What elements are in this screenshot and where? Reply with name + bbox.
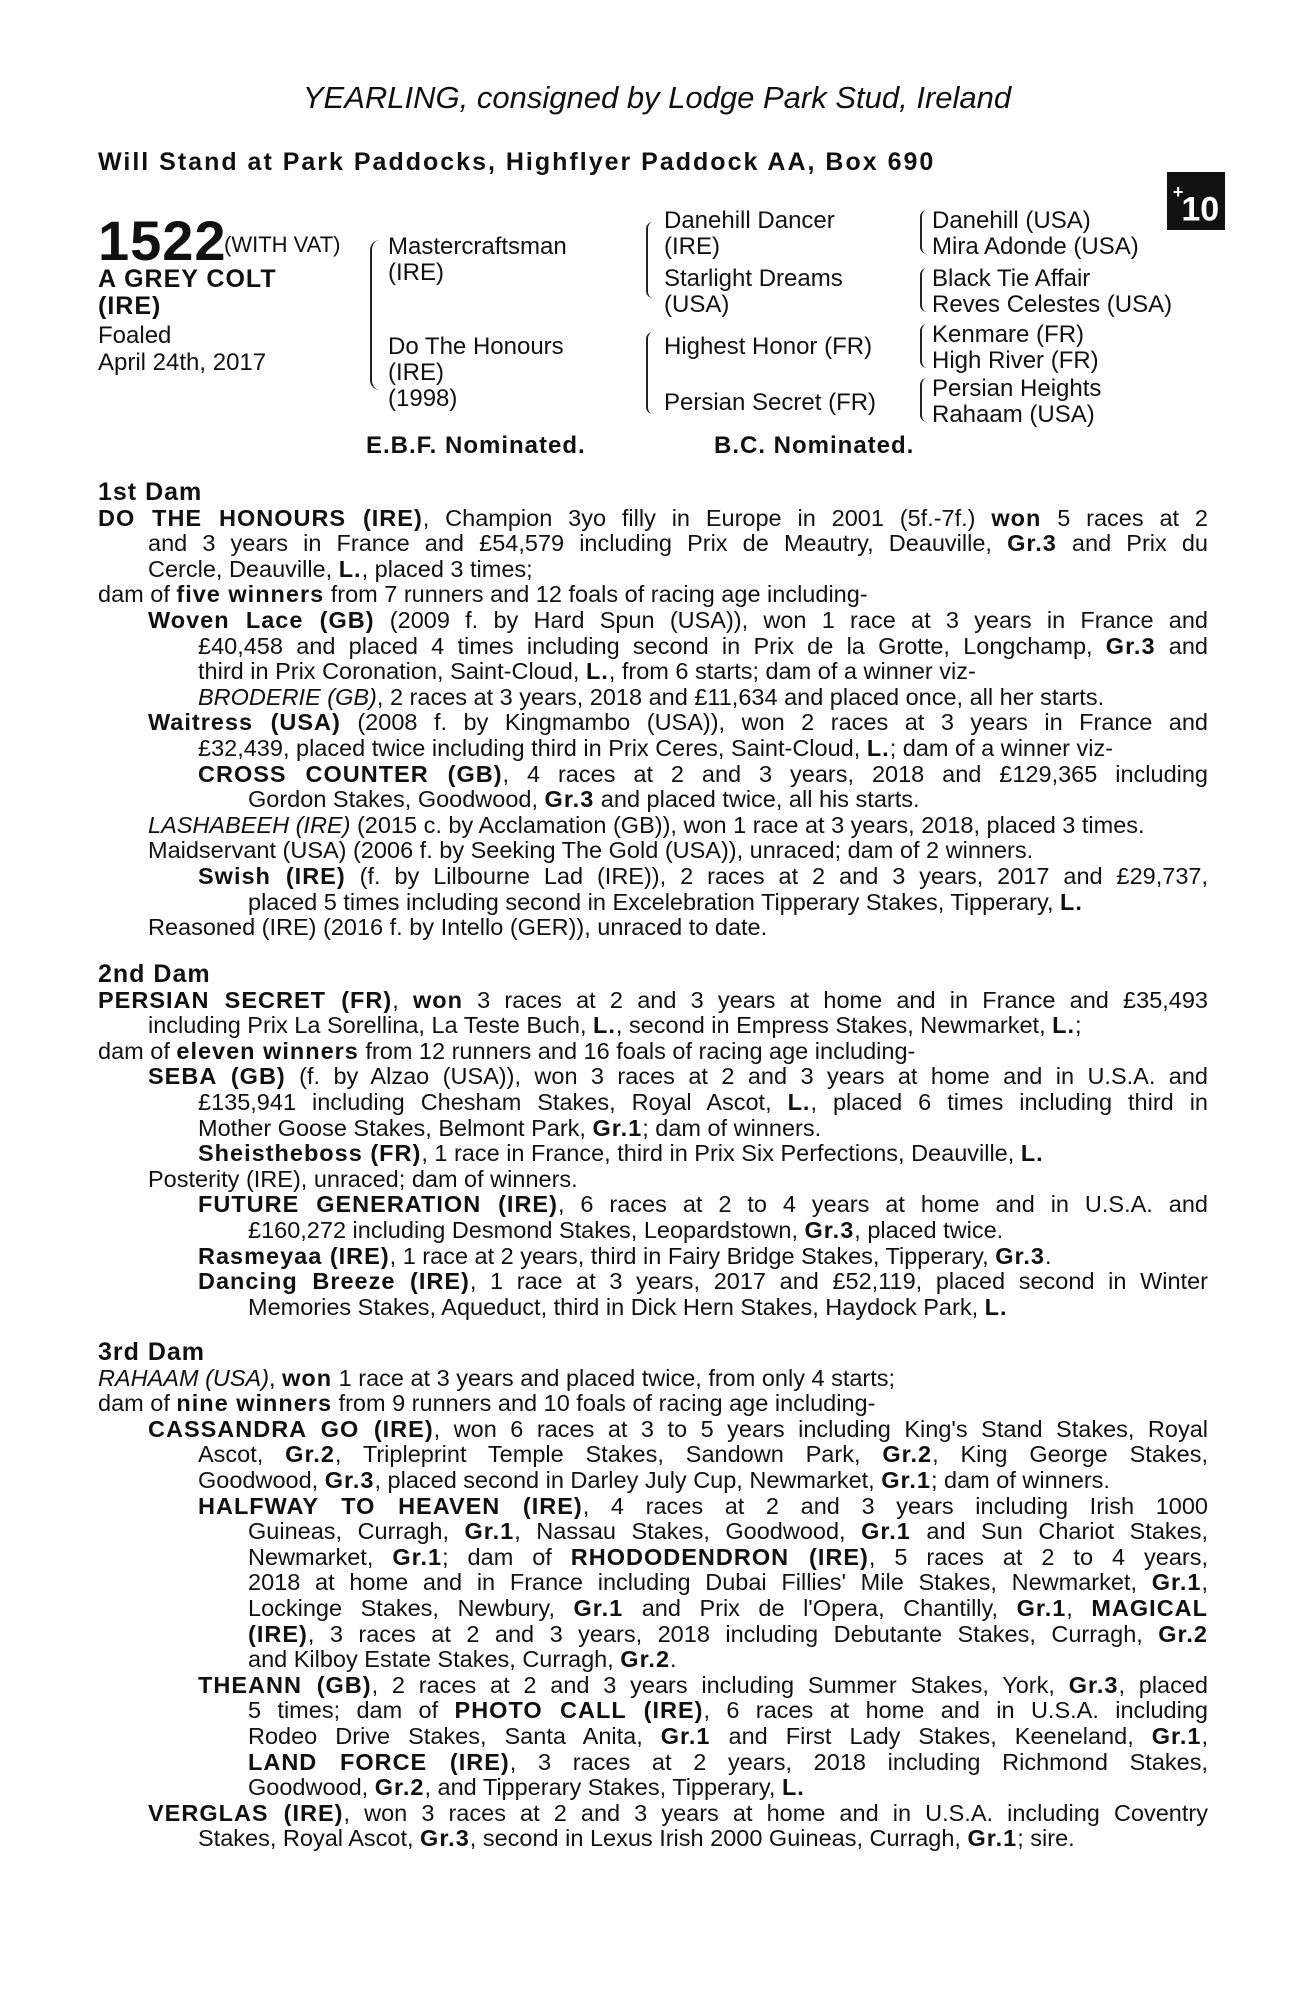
grade: L. xyxy=(781,1774,805,1801)
badge-number: 10 xyxy=(1181,190,1220,229)
horse-name: Waitress (USA) xyxy=(148,709,341,736)
grade: L. xyxy=(585,658,609,685)
text-line xyxy=(98,1013,1208,1039)
text-line: Posterity (IRE), unraced; dam of winners. xyxy=(148,1165,578,1192)
pedigree-g3: Black Tie Affair xyxy=(932,265,1091,292)
third-dam-section xyxy=(98,1340,1208,1852)
text-span: , xyxy=(269,1364,283,1391)
text-bold: nine winners xyxy=(176,1390,333,1417)
text-span: Mother Goose Stakes, Belmont Park, xyxy=(198,1114,593,1141)
grade: Gr.2 xyxy=(374,1774,425,1801)
text-span: , Nassau Stakes, Goodwood, xyxy=(514,1518,862,1545)
vat-note: (WITH VAT) xyxy=(224,232,341,257)
text-span: £40,458 and placed 4 times including second in Prix de la Grotte, Longchamp, xyxy=(198,632,1106,659)
text-line xyxy=(98,1192,1208,1218)
text-line xyxy=(98,1570,1208,1596)
sire-sire-country: (IRE) xyxy=(664,233,720,260)
text-span: third in Prix Coronation, Saint-Cloud, xyxy=(198,658,586,685)
pedigree-g4: Reves Celestes (USA) xyxy=(932,291,1173,318)
text-span: and Prix de l'Opera, Chantilly, xyxy=(623,1594,1017,1621)
foaled-date: April 24th, 2017 xyxy=(98,349,267,376)
text-span: and Kilboy Estate Stakes, Curragh, xyxy=(248,1646,621,1673)
pedigree-g7: Persian Heights xyxy=(932,375,1102,402)
text-line xyxy=(98,608,1208,634)
pedigree-sire-dam xyxy=(664,266,843,318)
pedigree-brace-g3 xyxy=(920,324,928,368)
text-span: , and Tipperary Stakes, Tipperary, xyxy=(424,1774,782,1801)
text-line xyxy=(98,890,1208,916)
first-dam-heading: 1st Dam xyxy=(98,478,203,506)
text-line xyxy=(98,1244,1208,1270)
horse-name: MAGICAL xyxy=(1091,1594,1208,1621)
text-line xyxy=(98,864,1208,890)
horse-name: PERSIAN SECRET (FR) xyxy=(98,986,393,1013)
text-span: , 3 races at 2 years, 2018 including Richmond Stakes, xyxy=(509,1748,1208,1775)
text-line xyxy=(98,988,1208,1014)
sire-dam-country: (USA) xyxy=(664,291,730,318)
text-span: Lockinge Stakes, Newbury, xyxy=(248,1594,574,1621)
text-line xyxy=(98,1269,1208,1295)
grade: Gr.1 xyxy=(392,1543,443,1570)
text-span: , Tripleprint Temple Stakes, Sandown Park, xyxy=(334,1441,883,1468)
text-span: , 2 races at 3 years, 2018 and £11,634 and placed once, all her starts. xyxy=(376,683,1105,710)
horse-name: PHOTO CALL (IRE) xyxy=(454,1697,704,1724)
horse-name: Woven Lace (GB) xyxy=(148,606,375,633)
pedigree-sire-sire xyxy=(664,208,835,260)
grade: Gr.1 xyxy=(573,1594,624,1621)
text-span: , 1 race in France, third in Prix Six Perfections, Deauville, xyxy=(421,1140,1021,1167)
pedigree-brace-sire xyxy=(646,222,654,298)
pedigree-g5: Kenmare (FR) xyxy=(932,321,1085,348)
grade: L. xyxy=(338,555,362,582)
text-line: Reasoned (IRE) (2016 f. by Intello (GER)), unraced to date. xyxy=(148,914,768,941)
horse-name: Dancing Breeze (IRE) xyxy=(198,1268,470,1295)
text-span: £160,272 including Desmond Stakes, Leopardstown, xyxy=(248,1216,805,1243)
text-span: (f. by Alzao (USA)), won 3 races at 2 and 3 years at home and in U.S.A. and xyxy=(285,1063,1208,1090)
text-span: dam of xyxy=(98,1037,177,1064)
text-line xyxy=(98,1750,1208,1776)
text-span: £32,439, placed twice including third in Prix Ceres, Saint-Cloud, xyxy=(198,734,867,761)
dam-year: (1998) xyxy=(388,385,458,412)
grade: Gr.3 xyxy=(420,1825,470,1852)
text-span: , 4 races at 2 and 3 years, 2018 and £129,365 including xyxy=(502,760,1208,787)
grade: Gr.1 xyxy=(861,1518,911,1545)
text-span: , placed 6 times including third in xyxy=(810,1088,1208,1115)
horse-name: (IRE) xyxy=(248,1620,308,1647)
horse-name: Rasmeyaa (IRE) xyxy=(198,1242,390,1269)
grade: L. xyxy=(593,1012,616,1039)
text-span: Guineas, Curragh, xyxy=(248,1518,465,1545)
grade: Gr.3 xyxy=(324,1466,375,1493)
lot-number: 1522 xyxy=(98,209,227,272)
horse-name: RAHAAM (USA) xyxy=(98,1364,270,1391)
sire-name: Mastercraftsman xyxy=(388,233,567,260)
text-line xyxy=(98,1596,1208,1622)
grade: Gr.3 xyxy=(1007,530,1057,557)
grade: Gr.3 xyxy=(544,786,595,813)
horse-name: BRODERIE (GB) xyxy=(198,683,377,710)
text-span: dam of xyxy=(98,581,177,608)
text-line xyxy=(98,1545,1208,1571)
text-span: including Prix La Sorellina, La Teste Buch, xyxy=(148,1012,594,1039)
text-line xyxy=(98,1417,1208,1443)
text-span: , 6 races at 2 to 4 years at home and in U.S.A. and xyxy=(557,1191,1208,1218)
text-span: Ascot, xyxy=(198,1441,286,1468)
text-bold: won xyxy=(991,504,1042,531)
text-line xyxy=(98,1775,1208,1801)
text-span: 2018 at home and in France including Dubai Fillies' Mile Stakes, Newmarket, xyxy=(248,1569,1152,1596)
grade: Gr.2 xyxy=(285,1441,335,1468)
grade: L. xyxy=(1060,888,1083,915)
text-span: placed 5 times including second in Excelebration Tipperary Stakes, Tipperary, xyxy=(248,888,1061,915)
badge-plus: + xyxy=(1172,182,1184,202)
pedigree-brace-g2 xyxy=(920,268,928,312)
text-bold: eleven winners xyxy=(176,1037,359,1064)
text-span: , won 6 races at 3 to 5 years including King's Stand Stakes, Royal xyxy=(433,1415,1208,1442)
text-span: 5 races at 2 xyxy=(1041,504,1208,531)
text-span: 1 race at 3 years and placed twice, from only 4 starts; xyxy=(332,1364,896,1391)
grade: L. xyxy=(1052,1012,1076,1039)
horse-name: Sheistheboss (FR) xyxy=(198,1140,422,1167)
text-span: , King George Stakes, xyxy=(932,1441,1208,1468)
pedigree-brace-main xyxy=(370,240,380,390)
text-span: , 3 races at 2 and 3 years, 2018 including Debutante Stakes, Curragh, xyxy=(307,1620,1159,1647)
foaled-info xyxy=(98,322,266,376)
text-span: ; dam of xyxy=(442,1543,571,1570)
horse-name: HALFWAY TO HEAVEN (IRE) xyxy=(198,1492,583,1519)
horse-name: Swish (IRE) xyxy=(198,862,346,889)
pedigree-g2: Mira Adonde (USA) xyxy=(932,233,1139,260)
stand-location: Will Stand at Park Paddocks, Highflyer Paddock AA, Box 690 xyxy=(98,148,936,176)
grade: Gr.1 xyxy=(1016,1594,1067,1621)
text-span: , xyxy=(1201,1722,1209,1749)
grade: Gr.1 xyxy=(967,1825,1018,1852)
pedigree-brace-g4 xyxy=(920,378,928,422)
pedigree-dam-dam: Persian Secret (FR) xyxy=(664,389,877,416)
text-span: Newmarket, xyxy=(248,1543,393,1570)
text-line xyxy=(98,1090,1208,1116)
text-span: ; xyxy=(1075,1012,1082,1039)
horse-name: CROSS COUNTER (GB) xyxy=(198,760,503,787)
text-line xyxy=(98,1826,1208,1852)
horse-name: SEBA (GB) xyxy=(148,1063,286,1090)
sire-dam-name: Starlight Dreams xyxy=(664,265,843,292)
text-line xyxy=(98,1801,1208,1827)
grade: Gr.2 xyxy=(882,1441,933,1468)
grade: Gr.3 xyxy=(1068,1671,1119,1698)
text-span: and Sun Chariot Stakes, xyxy=(910,1518,1209,1545)
grade: Gr.3 xyxy=(804,1216,855,1243)
horse-name: DO THE HONOURS (IRE) xyxy=(98,504,423,531)
text-line xyxy=(98,1468,1208,1494)
horse-name: RHODODENDRON (IRE) xyxy=(570,1543,869,1570)
pedigree-dam-sire: Highest Honor (FR) xyxy=(664,333,873,360)
text-line xyxy=(98,685,1208,711)
text-line xyxy=(98,1494,1208,1520)
text-line xyxy=(98,1698,1208,1724)
text-span: , from 6 starts; dam of a winner viz- xyxy=(608,658,976,685)
grade: L. xyxy=(787,1088,811,1115)
text-span: Rodeo Drive Stakes, Santa Anita, xyxy=(248,1722,661,1749)
text-span: Stakes, Royal Ascot, xyxy=(198,1825,421,1852)
text-span: Gordon Stakes, Goodwood, xyxy=(248,786,545,813)
text-span: ; dam of winners. xyxy=(642,1114,822,1141)
text-span: ; dam of winners. xyxy=(930,1466,1110,1493)
text-line xyxy=(98,659,1208,685)
text-span: , 4 races at 2 and 3 years including Irish 1000 xyxy=(582,1492,1208,1519)
text-line xyxy=(98,1116,1208,1142)
text-span: Goodwood, xyxy=(248,1774,375,1801)
text-span: , placed xyxy=(1118,1671,1209,1698)
sire-sire-name: Danehill Dancer xyxy=(664,207,835,234)
pedigree-g8: Rahaam (USA) xyxy=(932,401,1095,428)
text-line xyxy=(98,1442,1208,1468)
text-span: , placed twice. xyxy=(854,1216,1004,1243)
pedigree-dam xyxy=(388,334,564,412)
text-line xyxy=(98,1673,1208,1699)
text-span: , 1 race at 3 years, 2017 and £52,119, placed second in Winter xyxy=(469,1268,1208,1295)
text-span: , 6 races at home and in U.S.A. including xyxy=(703,1697,1208,1724)
horse-name: LAND FORCE (IRE) xyxy=(248,1748,510,1775)
text-line xyxy=(98,813,1208,839)
text-span: Cercle, Deauville, xyxy=(148,555,339,582)
pedigree-g6: High River (FR) xyxy=(932,347,1099,374)
text-span: , placed second in Darley July Cup, Newmarket, xyxy=(374,1466,882,1493)
dam-name: Do The Honours xyxy=(388,333,564,360)
text-bold: won xyxy=(282,1364,333,1391)
text-span: dam of xyxy=(98,1390,177,1417)
horse-name: CASSANDRA GO (IRE) xyxy=(148,1415,434,1442)
text-span: . xyxy=(670,1646,677,1673)
text-span: and placed twice, all his starts. xyxy=(594,786,920,813)
text-line xyxy=(98,1218,1208,1244)
grade: Gr.1 xyxy=(660,1722,711,1749)
grade: Gr.1 xyxy=(881,1466,931,1493)
lot-description xyxy=(98,266,308,320)
pedigree-g1: Danehill (USA) xyxy=(932,207,1091,234)
horse-name: VERGLAS (IRE) xyxy=(148,1799,344,1826)
ebf-nominated: E.B.F. Nominated. xyxy=(366,432,586,459)
grade: Gr.1 xyxy=(464,1518,515,1545)
text-line xyxy=(98,1391,1208,1417)
text-line xyxy=(98,1622,1208,1648)
text-span: . xyxy=(1044,1242,1052,1269)
text-line xyxy=(98,736,1208,762)
text-span: , 1 race at 2 years, third in Fairy Bridge Stakes, Tipperary, xyxy=(389,1242,996,1269)
pedigree-brace-dam xyxy=(646,332,654,414)
text-span: Memories Stakes, Aqueduct, third in Dick Hern Stakes, Haydock Park, xyxy=(248,1293,985,1320)
grade: L. xyxy=(984,1293,1008,1320)
text-span: , second in Empress Stakes, Newmarket, xyxy=(615,1012,1053,1039)
bc-nominated: B.C. Nominated. xyxy=(714,432,915,459)
text-span: Goodwood, xyxy=(198,1466,325,1493)
grade: Gr.2 xyxy=(1158,1620,1208,1647)
text-span: (2008 f. by Kingmambo (USA)), won 2 races at 3 years in France and xyxy=(340,709,1208,736)
text-line xyxy=(98,557,1208,583)
text-span: , second in Lexus Irish 2000 Guineas, Curragh, xyxy=(469,1825,968,1852)
text-span: (2009 f. by Hard Spun (USA)), won 1 race at 3 years in France and xyxy=(374,606,1208,633)
text-span: from 9 runners and 10 foals of racing age including- xyxy=(332,1390,876,1417)
text-line xyxy=(98,634,1208,660)
text-line xyxy=(98,1141,1208,1167)
text-span: £135,941 including Chesham Stakes, Royal Ascot, xyxy=(198,1088,788,1115)
text-span: (f. by Lilbourne Lad (IRE)), 2 races at 2 and 3 years, 2017 and £29,737, xyxy=(345,862,1209,889)
text-bold: five winners xyxy=(176,581,325,608)
sire-country: (IRE) xyxy=(388,259,444,286)
text-span: from 12 runners and 16 foals of racing age including- xyxy=(358,1037,916,1064)
grade: Gr.1 xyxy=(592,1114,643,1141)
text-line xyxy=(98,1724,1208,1750)
text-span: , won 3 races at 2 and 3 years at home and in U.S.A. including Coventry xyxy=(343,1799,1208,1826)
horse-name: FUTURE GENERATION (IRE) xyxy=(198,1191,558,1218)
text-line xyxy=(98,1519,1208,1545)
grade: Gr.1 xyxy=(1151,1722,1202,1749)
text-span: , Champion 3yo filly in Europe in 2001 (5f.-7f.) xyxy=(422,504,992,531)
text-bold: won xyxy=(412,986,463,1013)
text-line xyxy=(98,1366,1208,1392)
text-span: ; dam of a winner viz- xyxy=(889,734,1114,761)
text-span: and Prix du xyxy=(1056,530,1209,557)
grade: L. xyxy=(1020,1140,1044,1167)
second-dam-section xyxy=(98,962,1208,1320)
text-span: , xyxy=(392,986,413,1013)
text-line xyxy=(98,582,1208,608)
text-span: from 7 runners and 12 foals of racing age including- xyxy=(324,581,868,608)
text-line xyxy=(98,531,1208,557)
horse-name: LASHABEEH (IRE) xyxy=(148,811,351,838)
text-span: and First Lady Stakes, Keeneland, xyxy=(710,1722,1152,1749)
dam-country: (IRE) xyxy=(388,359,444,386)
text-line xyxy=(98,1295,1208,1321)
pedigree-brace-g1 xyxy=(920,210,928,254)
lot-desc-line1: A GREY COLT xyxy=(98,265,277,293)
text-line: Maidservant (USA) (2006 f. by Seeking The Gold (USA)), unraced; dam of 2 winners. xyxy=(148,837,1034,864)
text-span: , 2 races at 2 and 3 years including Summer Stakes, York, xyxy=(371,1671,1069,1698)
text-line xyxy=(98,506,1208,532)
first-dam-section xyxy=(98,480,1208,941)
text-line xyxy=(98,1064,1208,1090)
text-span: (2015 c. by Acclamation (GB)), won 1 race at 3 years, 2018, placed 3 times. xyxy=(350,811,1145,838)
foaled-label: Foaled xyxy=(98,322,172,349)
text-span: , 5 races at 2 to 4 years, xyxy=(868,1543,1208,1570)
text-span: , placed 3 times; xyxy=(361,555,533,582)
text-line xyxy=(98,1647,1208,1673)
page-title: YEARLING, consigned by Lodge Park Stud, Ireland xyxy=(302,80,1012,115)
text-span: and 3 years in France and £54,579 including Prix de Meautry, Deauville, xyxy=(148,530,1008,557)
grade: L. xyxy=(866,734,890,761)
text-span: and xyxy=(1155,632,1208,659)
horse-name: THEANN (GB) xyxy=(198,1671,372,1698)
text-line xyxy=(98,1039,1208,1065)
grade: Gr.1 xyxy=(1151,1569,1202,1596)
text-span: , xyxy=(1201,1569,1208,1596)
text-line xyxy=(98,762,1208,788)
text-span: , xyxy=(1066,1594,1092,1621)
pedigree-sire xyxy=(388,234,567,286)
text-line xyxy=(98,710,1208,736)
grade: Gr.2 xyxy=(620,1646,671,1673)
grade: Gr.3 xyxy=(995,1242,1045,1269)
third-dam-heading: 3rd Dam xyxy=(98,1338,206,1366)
text-span: 5 times; dam of xyxy=(248,1697,455,1724)
text-span: ; sire. xyxy=(1017,1825,1075,1852)
text-line xyxy=(98,787,1208,813)
text-span: 3 races at 2 and 3 years at home and in France and £35,493 xyxy=(462,986,1209,1013)
grade: Gr.3 xyxy=(1105,632,1156,659)
lot-desc-line2: (IRE) xyxy=(98,292,162,320)
second-dam-heading: 2nd Dam xyxy=(98,960,211,988)
page-badge xyxy=(1167,172,1225,230)
